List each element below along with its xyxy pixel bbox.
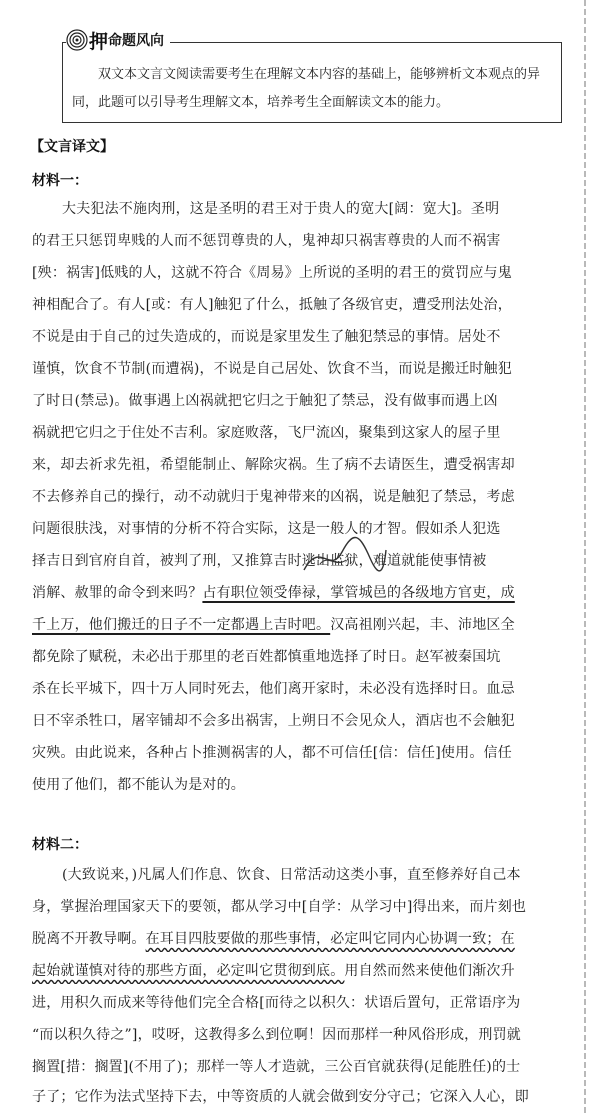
m1-line-10: 不去修养自己的操行，动不动就归于鬼神带来的凶祸，说是触犯了禁忌，考虑 <box>32 489 515 505</box>
exam-trend-badge <box>66 28 170 52</box>
m1-line-16: 杀在长平城下，四十万人同时死去，他们离开家时，未必没有选择时日。血忌 <box>32 681 515 697</box>
page-edge-line <box>584 0 586 1113</box>
m1-line-14 <box>32 612 556 638</box>
m2-wavy-sentence-b: 起始就谨慎对待的那些方面，必定叫它贯彻到底。 <box>32 963 345 979</box>
m1-line-1: 大夫犯法不施肉刑，这是圣明的君王对于贵人的宽大[阔：宽大]。圣明 <box>62 201 500 217</box>
m1-underlined-sentence-a: 占有职位领受俸禄，掌管城邑的各级地方官吏，成 <box>202 585 515 601</box>
m1-line-9: 来，却去祈求先祖，希望能制止、解除灾祸。生了病不去请医生，遭受祸害却 <box>32 457 515 473</box>
m1-line-6: 谨慎，饮食不节制(而遭祸)，不说是自己居处、饮食不当，而说是搬迁时触犯 <box>32 361 512 377</box>
m1-line-19: 使用了他们，都不能认为是对的。 <box>32 777 245 793</box>
intro-line-2: 同，此题可以引导考生理解文本，培养考生全面解读文本的能力。 <box>72 95 450 110</box>
m1-line-7: 了时日(禁忌)。做事遇上凶祸就把它归之于触犯了禁忌，没有做事而遇上凶 <box>32 393 498 409</box>
m1-line-4: 神相配合了。有人[或：有人]触犯了什么，抵触了各级官吏，遭受刑法处治， <box>32 297 512 313</box>
badge-main-char: 押 <box>89 30 109 53</box>
m2-line-1: (大致说来，)凡属人们作息、饮食、日常活动这类小事，直至修养好自己本 <box>62 867 521 883</box>
m1-underlined-sentence-b: 千上万，他们搬迁的日子不一定都遇上吉时吧。 <box>32 617 331 633</box>
m1-line-12: 择吉日到官府自首，被判了刑，又推算吉时逃出监狱，难道就能使事情被 <box>32 553 487 569</box>
m2-line-3 <box>32 926 556 952</box>
m1-line-3: [殃：祸害]低贱的人，这就不符合《周易》上所说的圣明的君王的赏罚应与鬼 <box>32 265 512 281</box>
m1-line-13-text: 消解、赦罪的命令到来吗？ <box>32 585 203 601</box>
m2-line-4-tail: 用自然而然来使他们渐次升 <box>344 963 515 979</box>
m2-line-3-text: 脱离不开教导啊。 <box>32 931 146 947</box>
badge-title: 命题风向 <box>108 33 165 49</box>
material2-heading: 材料二： <box>32 837 88 853</box>
m2-wavy-sentence-a: 在耳目四肢要做的那些事情，必定叫它同内心协调一致；在 <box>145 931 515 947</box>
m2-line-6: “而以积久待之”]，哎呀，这教得多么到位啊！因而那样一种风俗形成，刑罚就 <box>32 1027 521 1043</box>
m1-line-17: 日不宰杀牲口，屠宰铺却不会多出祸害，上朔日不会见众人，酒店也不会触犯 <box>32 713 515 729</box>
m2-line-5: 进，用积久而成来等待他们完全合格[而待之以积久：状语后置句，正常语序为 <box>32 995 521 1011</box>
m2-line-2: 身，掌握治理国家天下的要领，都从学习中[自学：从学习中]得出来，而片刻也 <box>32 899 527 915</box>
m1-line-14-tail: 汉高祖刚兴起，丰、沛地区全 <box>330 617 515 633</box>
m1-line-13 <box>32 580 556 606</box>
material1-heading: 材料一： <box>32 173 88 189</box>
m1-line-2: 的君王只惩罚卑贱的人而不惩罚尊贵的人，鬼神却只祸害尊贵的人而不祸害 <box>32 233 501 249</box>
m2-line-7: 搁置[措：搁置](不用了)；那样一等人才造就，三公百官就获得(足能胜任)的士 <box>32 1059 521 1075</box>
m1-line-15: 都免除了赋税，未必出于那里的老百姓都慎重地选择了时日。赵军被秦国坑 <box>32 649 501 665</box>
m1-line-8: 祸就把它归之于住处不吉利。家庭败落，飞尸流凶，聚集到这家人的屋子里 <box>32 425 501 441</box>
translation-heading: 【文言译文】 <box>30 139 114 155</box>
m2-line-4 <box>32 958 556 984</box>
m2-line-8: 子了；它作为法式坚持下去，中等资质的人就会做到安分守己；它深入人心，即 <box>32 1089 529 1105</box>
spiral-icon <box>66 29 88 51</box>
m1-line-11: 问题很肤浅，对事情的分析不符合实际，这是一般人的才智。假如杀人犯选 <box>32 521 501 537</box>
m1-line-18: 灾殃。由此说来，各种占卜推测祸害的人，都不可信任[信：信任]使用。信任 <box>32 745 512 761</box>
intro-line-1: 双文本文言文阅读需要考生在理解文本内容的基础上，能够辨析文本观点的异 <box>98 67 541 82</box>
m1-line-5: 不说是由于自己的过失造成的，而说是家里发生了触犯禁忌的事情。居处不 <box>32 329 501 345</box>
